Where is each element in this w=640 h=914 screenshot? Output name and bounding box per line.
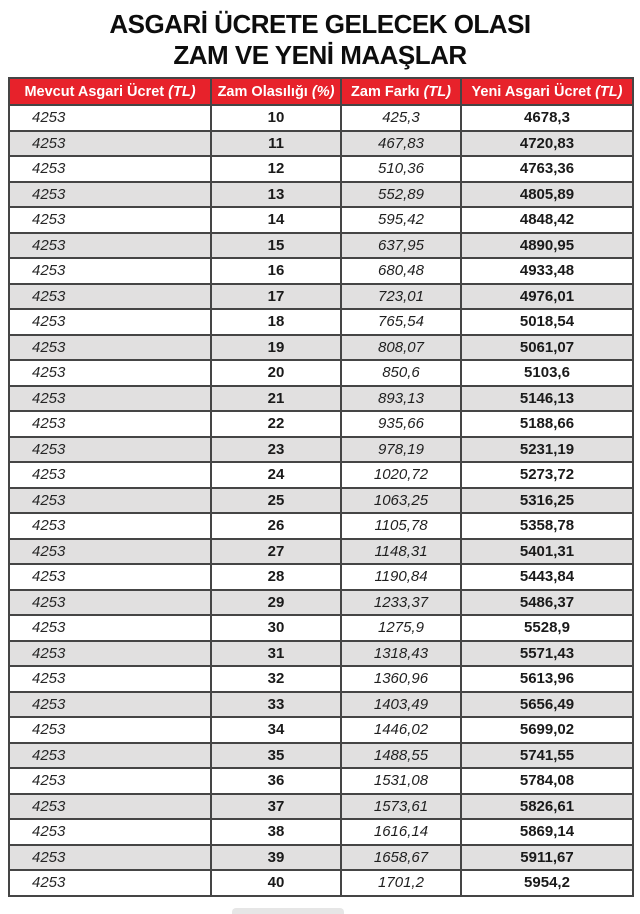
raise-diff-cell: 467,83 <box>341 131 461 157</box>
raise-percent-cell: 39 <box>211 845 341 871</box>
raise-percent-cell: 40 <box>211 870 341 896</box>
table-row <box>9 666 633 692</box>
current-wage-cell: 4253 <box>9 819 211 845</box>
current-wage-cell: 4253 <box>9 437 211 463</box>
table-row <box>9 462 633 488</box>
page-title <box>0 0 640 71</box>
raise-percent-cell: 11 <box>211 131 341 157</box>
raise-percent-cell: 20 <box>211 360 341 386</box>
table-header-row <box>9 78 633 105</box>
current-wage-cell: 4253 <box>9 207 211 233</box>
raise-percent-cell: 22 <box>211 411 341 437</box>
table-row <box>9 182 633 208</box>
header-current-wage-label: Mevcut Asgari Ücret <box>24 83 169 100</box>
raise-diff-cell: 935,66 <box>341 411 461 437</box>
table-row <box>9 615 633 641</box>
new-wage-cell: 4976,01 <box>461 284 633 310</box>
table-row <box>9 564 633 590</box>
new-wage-cell: 5273,72 <box>461 462 633 488</box>
table-row <box>9 641 633 667</box>
new-wage-cell: 4763,36 <box>461 156 633 182</box>
raise-diff-cell: 1616,14 <box>341 819 461 845</box>
table-row <box>9 743 633 769</box>
new-wage-cell: 4890,95 <box>461 233 633 259</box>
raise-diff-cell: 1063,25 <box>341 488 461 514</box>
raise-percent-cell: 33 <box>211 692 341 718</box>
table-row <box>9 870 633 896</box>
current-wage-cell: 4253 <box>9 105 211 131</box>
raise-percent-cell: 38 <box>211 819 341 845</box>
table-row <box>9 539 633 565</box>
wage-table <box>8 77 634 897</box>
raise-percent-cell: 12 <box>211 156 341 182</box>
current-wage-cell: 4253 <box>9 513 211 539</box>
raise-percent-cell: 14 <box>211 207 341 233</box>
raise-percent-cell: 37 <box>211 794 341 820</box>
current-wage-cell: 4253 <box>9 309 211 335</box>
raise-diff-cell: 680,48 <box>341 258 461 284</box>
table-row <box>9 692 633 718</box>
header-new-wage <box>461 78 633 105</box>
table-row <box>9 590 633 616</box>
raise-diff-cell: 1275,9 <box>341 615 461 641</box>
raise-percent-cell: 16 <box>211 258 341 284</box>
current-wage-cell: 4253 <box>9 360 211 386</box>
new-wage-cell: 5826,61 <box>461 794 633 820</box>
current-wage-cell: 4253 <box>9 641 211 667</box>
table-row <box>9 513 633 539</box>
raise-percent-cell: 13 <box>211 182 341 208</box>
table-row <box>9 233 633 259</box>
raise-diff-cell: 1446,02 <box>341 717 461 743</box>
current-wage-cell: 4253 <box>9 233 211 259</box>
raise-diff-cell: 1403,49 <box>341 692 461 718</box>
current-wage-cell: 4253 <box>9 182 211 208</box>
raise-diff-cell: 1233,37 <box>341 590 461 616</box>
raise-percent-cell: 19 <box>211 335 341 361</box>
table-row <box>9 309 633 335</box>
raise-diff-cell: 510,36 <box>341 156 461 182</box>
new-wage-cell: 5103,6 <box>461 360 633 386</box>
new-wage-cell: 5954,2 <box>461 870 633 896</box>
new-wage-cell: 5613,96 <box>461 666 633 692</box>
current-wage-cell: 4253 <box>9 743 211 769</box>
raise-diff-cell: 723,01 <box>341 284 461 310</box>
table-row <box>9 105 633 131</box>
raise-diff-cell: 1531,08 <box>341 768 461 794</box>
table-header <box>9 78 633 105</box>
new-wage-cell: 4678,3 <box>461 105 633 131</box>
current-wage-cell: 4253 <box>9 666 211 692</box>
header-raise-diff-unit: (TL) <box>423 83 451 100</box>
raise-percent-cell: 18 <box>211 309 341 335</box>
raise-diff-cell: 808,07 <box>341 335 461 361</box>
header-new-wage-label: Yeni Asgari Ücret <box>471 83 596 100</box>
table-row <box>9 360 633 386</box>
raise-diff-cell: 1360,96 <box>341 666 461 692</box>
raise-diff-cell: 1658,67 <box>341 845 461 871</box>
new-wage-cell: 5061,07 <box>461 335 633 361</box>
current-wage-cell: 4253 <box>9 462 211 488</box>
new-wage-cell: 4848,42 <box>461 207 633 233</box>
new-wage-cell: 5486,37 <box>461 590 633 616</box>
table-row <box>9 411 633 437</box>
page-title-line-1: ASGARİ ÜCRETE GELECEK OLASI <box>109 9 531 39</box>
table-row <box>9 131 633 157</box>
raise-percent-cell: 23 <box>211 437 341 463</box>
current-wage-cell: 4253 <box>9 156 211 182</box>
raise-percent-cell: 15 <box>211 233 341 259</box>
raise-diff-cell: 893,13 <box>341 386 461 412</box>
new-wage-cell: 5571,43 <box>461 641 633 667</box>
table-row <box>9 717 633 743</box>
table-row <box>9 794 633 820</box>
current-wage-cell: 4253 <box>9 335 211 361</box>
header-current-wage <box>9 78 211 105</box>
raise-percent-cell: 26 <box>211 513 341 539</box>
new-wage-cell: 5401,31 <box>461 539 633 565</box>
raise-percent-cell: 34 <box>211 717 341 743</box>
new-wage-cell: 5699,02 <box>461 717 633 743</box>
current-wage-cell: 4253 <box>9 870 211 896</box>
current-wage-cell: 4253 <box>9 717 211 743</box>
current-wage-cell: 4253 <box>9 692 211 718</box>
new-wage-cell: 4720,83 <box>461 131 633 157</box>
raise-diff-cell: 1318,43 <box>341 641 461 667</box>
current-wage-cell: 4253 <box>9 539 211 565</box>
raise-diff-cell: 595,42 <box>341 207 461 233</box>
new-wage-cell: 5358,78 <box>461 513 633 539</box>
cutoff-watermark <box>232 908 344 914</box>
raise-percent-cell: 27 <box>211 539 341 565</box>
header-new-wage-unit: (TL) <box>595 83 623 100</box>
raise-percent-cell: 24 <box>211 462 341 488</box>
new-wage-cell: 5316,25 <box>461 488 633 514</box>
header-raise-diff <box>341 78 461 105</box>
new-wage-cell: 5784,08 <box>461 768 633 794</box>
table-row <box>9 819 633 845</box>
table-row <box>9 335 633 361</box>
new-wage-cell: 4933,48 <box>461 258 633 284</box>
raise-diff-cell: 1148,31 <box>341 539 461 565</box>
raise-percent-cell: 36 <box>211 768 341 794</box>
table-row <box>9 207 633 233</box>
raise-percent-cell: 35 <box>211 743 341 769</box>
raise-percent-cell: 17 <box>211 284 341 310</box>
raise-diff-cell: 1190,84 <box>341 564 461 590</box>
table-row <box>9 488 633 514</box>
current-wage-cell: 4253 <box>9 768 211 794</box>
current-wage-cell: 4253 <box>9 284 211 310</box>
table-row <box>9 386 633 412</box>
raise-diff-cell: 637,95 <box>341 233 461 259</box>
raise-diff-cell: 552,89 <box>341 182 461 208</box>
header-raise-percent-unit: (%) <box>311 83 335 100</box>
raise-percent-cell: 30 <box>211 615 341 641</box>
raise-diff-cell: 425,3 <box>341 105 461 131</box>
current-wage-cell: 4253 <box>9 845 211 871</box>
current-wage-cell: 4253 <box>9 488 211 514</box>
raise-percent-cell: 32 <box>211 666 341 692</box>
current-wage-cell: 4253 <box>9 564 211 590</box>
current-wage-cell: 4253 <box>9 615 211 641</box>
raise-diff-cell: 1488,55 <box>341 743 461 769</box>
current-wage-cell: 4253 <box>9 794 211 820</box>
header-current-wage-unit: (TL) <box>168 83 196 100</box>
new-wage-cell: 5231,19 <box>461 437 633 463</box>
header-raise-percent-label: Zam Olasılığı <box>217 83 312 100</box>
current-wage-cell: 4253 <box>9 131 211 157</box>
new-wage-cell: 4805,89 <box>461 182 633 208</box>
table-row <box>9 284 633 310</box>
raise-diff-cell: 978,19 <box>341 437 461 463</box>
table-row <box>9 845 633 871</box>
new-wage-cell: 5741,55 <box>461 743 633 769</box>
header-raise-diff-label: Zam Farkı <box>351 83 424 100</box>
table-row <box>9 258 633 284</box>
current-wage-cell: 4253 <box>9 258 211 284</box>
table-body <box>9 105 633 896</box>
header-raise-percent <box>211 78 341 105</box>
new-wage-cell: 5869,14 <box>461 819 633 845</box>
table-row <box>9 768 633 794</box>
raise-percent-cell: 25 <box>211 488 341 514</box>
current-wage-cell: 4253 <box>9 590 211 616</box>
table-row <box>9 437 633 463</box>
current-wage-cell: 4253 <box>9 411 211 437</box>
page-title-line-2: ZAM VE YENİ MAAŞLAR <box>173 40 467 70</box>
raise-diff-cell: 1020,72 <box>341 462 461 488</box>
new-wage-cell: 5188,66 <box>461 411 633 437</box>
raise-percent-cell: 28 <box>211 564 341 590</box>
new-wage-cell: 5528,9 <box>461 615 633 641</box>
new-wage-cell: 5911,67 <box>461 845 633 871</box>
raise-percent-cell: 29 <box>211 590 341 616</box>
raise-percent-cell: 10 <box>211 105 341 131</box>
new-wage-cell: 5146,13 <box>461 386 633 412</box>
new-wage-cell: 5656,49 <box>461 692 633 718</box>
raise-diff-cell: 850,6 <box>341 360 461 386</box>
current-wage-cell: 4253 <box>9 386 211 412</box>
raise-percent-cell: 21 <box>211 386 341 412</box>
raise-diff-cell: 1701,2 <box>341 870 461 896</box>
raise-percent-cell: 31 <box>211 641 341 667</box>
raise-diff-cell: 1573,61 <box>341 794 461 820</box>
raise-diff-cell: 765,54 <box>341 309 461 335</box>
table-row <box>9 156 633 182</box>
raise-diff-cell: 1105,78 <box>341 513 461 539</box>
new-wage-cell: 5018,54 <box>461 309 633 335</box>
new-wage-cell: 5443,84 <box>461 564 633 590</box>
